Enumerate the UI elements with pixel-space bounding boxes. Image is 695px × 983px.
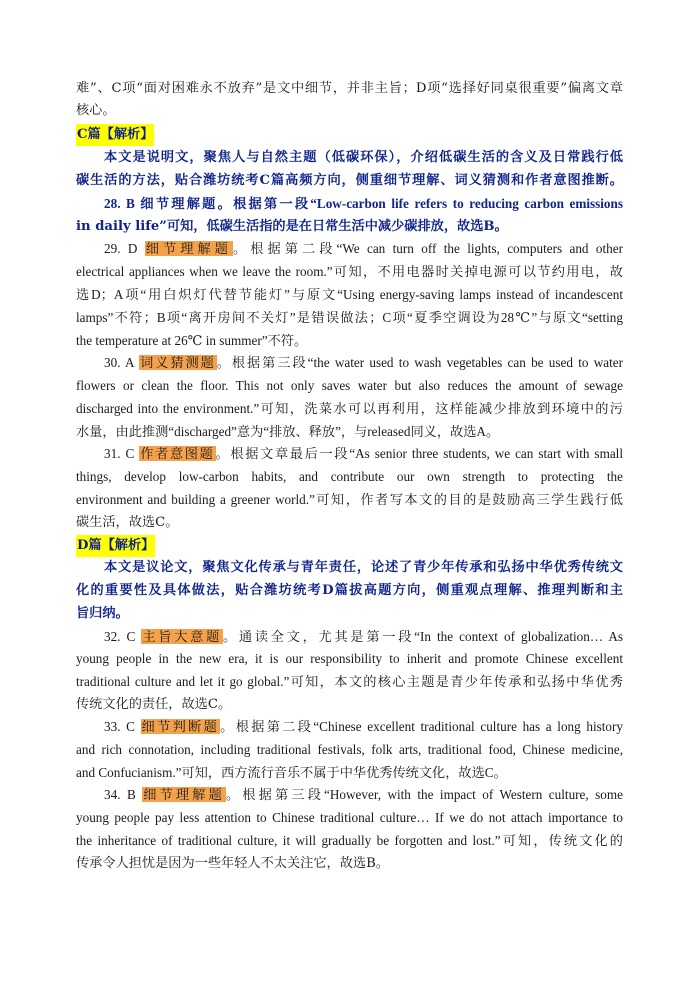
answer-29-number: 29. D (104, 241, 145, 256)
question-type-tag: 作者意图题 (140, 446, 215, 461)
text-line: and rich connotation, including traditional festivals, folk arts, traditional food, Chinese medicine, (76, 742, 623, 757)
answer-33-line (104, 716, 623, 738)
answer-34-line (104, 784, 623, 806)
answer-30-number: 30. A (104, 355, 140, 370)
summary-line: 本文是议论文，聚焦文化传承与青年责任，论述了青少年传承和弘扬中华优秀传统文 (104, 560, 623, 575)
text-line: environment and building a greener world.”可知，作者写本文的目的是鼓励高三学生践行低 (76, 492, 623, 507)
text-line: 难”、C项“面对困难永不放弃”是文中细节，并非主旨；D项“选择好同桌很重要”偏离文章 (76, 81, 623, 96)
answer-32-text: 。通读全文，尤其是第一段“In the context of globalization… As (223, 629, 623, 644)
text-line: 选D；A项“用白炽灯代替节能灯”与原文“Using energy-saving lamps instead of incandescent (76, 287, 623, 302)
answer-32-line (104, 626, 623, 648)
answer-29-line (104, 238, 623, 260)
text-line: electrical appliances when we leave the room.”可知，不用电器时关掉电源可以节约用电，故 (76, 264, 623, 279)
text-line: traditional culture and let it go global.”可知，本文的核心主题是青少年传承和弘扬中华优秀 (76, 674, 623, 689)
answer-30-line (104, 352, 623, 374)
text-line: lamps”不符；B项“离开房间不关灯”是错误做法；C项“夏季空调设为28℃”与原文“setting (76, 310, 623, 325)
section-c-heading-text: C篇【解析】 (76, 124, 154, 146)
text-line: 碳生活，故选C。 (76, 515, 179, 530)
answer-30-text: 。根据第三段“the water used to wash vegetables can be used to water (216, 355, 623, 370)
answer-32-number: 32. C (104, 629, 142, 644)
text-line: the inheritance of traditional culture, it will gradually be forgotten and lost.”可知，传统文化的 (76, 833, 623, 848)
text-line: 水量，由此推测“discharged”意为“排放、释放”，与released同义，故选A。 (76, 424, 500, 439)
summary-line: 碳生活的方法，贴合潍坊统考C篇高频方向，侧重细节理解、词义猜测和作者意图推断。 (76, 173, 623, 188)
answer-28-line: 28. B 细节理解题。根据第一段“Low-carbon life refers to reducing carbon emissions (104, 196, 623, 211)
summary-line: 本文是说明文，聚焦人与自然主题（低碳环保），介绍低碳生活的含义及日常践行低 (104, 150, 623, 165)
text-line: the temperature at 26℃ in summer”不符。 (76, 333, 308, 348)
answer-31-line (104, 443, 623, 465)
section-d-heading-text: D篇【解析】 (76, 535, 155, 557)
text-line: 传统文化的责任，故选C。 (76, 697, 232, 712)
answer-34-number: 34. B (104, 787, 143, 802)
question-type-tag: 主旨大意题 (142, 629, 222, 644)
text-line: young people in the new era, it is our responsibility to inherit and promote Chinese excellent (76, 651, 623, 666)
answer-28-line: in daily life”可知，低碳生活指的是在日常生活中减少碳排放，故选B。 (76, 219, 508, 234)
answer-31-number: 31. C (104, 446, 140, 461)
text-line: flowers or clean the floor. This not only saves water but also reduces the amount of sewage (76, 378, 623, 393)
text-line: things, develop low-carbon habits, and contribute our own strength to protecting the (76, 469, 623, 484)
section-c-heading (76, 124, 623, 146)
question-type-tag: 细节理解题 (145, 241, 232, 256)
text-line: 传承令人担忧是因为一些年轻人不太关注它，故选B。 (76, 856, 390, 871)
text-line: 核心。 (76, 103, 116, 118)
answer-34-text: 。根据第三段“However, with the impact of Western culture, some (225, 787, 623, 802)
answer-33-number: 33. C (104, 719, 141, 734)
answer-29-text: 。根据第二段“We can turn off the lights, computers and other (233, 241, 623, 256)
answer-33-text: 。根据第二段“Chinese excellent traditional culture has a long history (220, 719, 623, 734)
question-type-tag: 细节理解题 (143, 787, 225, 802)
answer-31-text: 。根据文章最后一段“As senior three students, we can start with small (215, 446, 623, 461)
text-line: young people pay less attention to Chinese traditional culture… If we do not attach importance to (76, 810, 623, 825)
text-line: discharged into the environment.”可知，洗菜水可以再利用，这样能减少排放到环境中的污 (76, 401, 623, 416)
section-d-heading (76, 535, 623, 557)
question-type-tag: 词义猜测题 (140, 355, 216, 370)
text-line: and Confucianism.”可知，西方流行音乐不属于中华优秀传统文化，故选C。 (76, 765, 507, 780)
question-type-tag: 细节判断题 (141, 719, 220, 734)
summary-line: 旨归纳。 (76, 606, 129, 621)
summary-line: 化的重要性及具体做法，贴合潍坊统考D篇拔高题方向，侧重观点理解、推理判断和主 (76, 583, 623, 598)
